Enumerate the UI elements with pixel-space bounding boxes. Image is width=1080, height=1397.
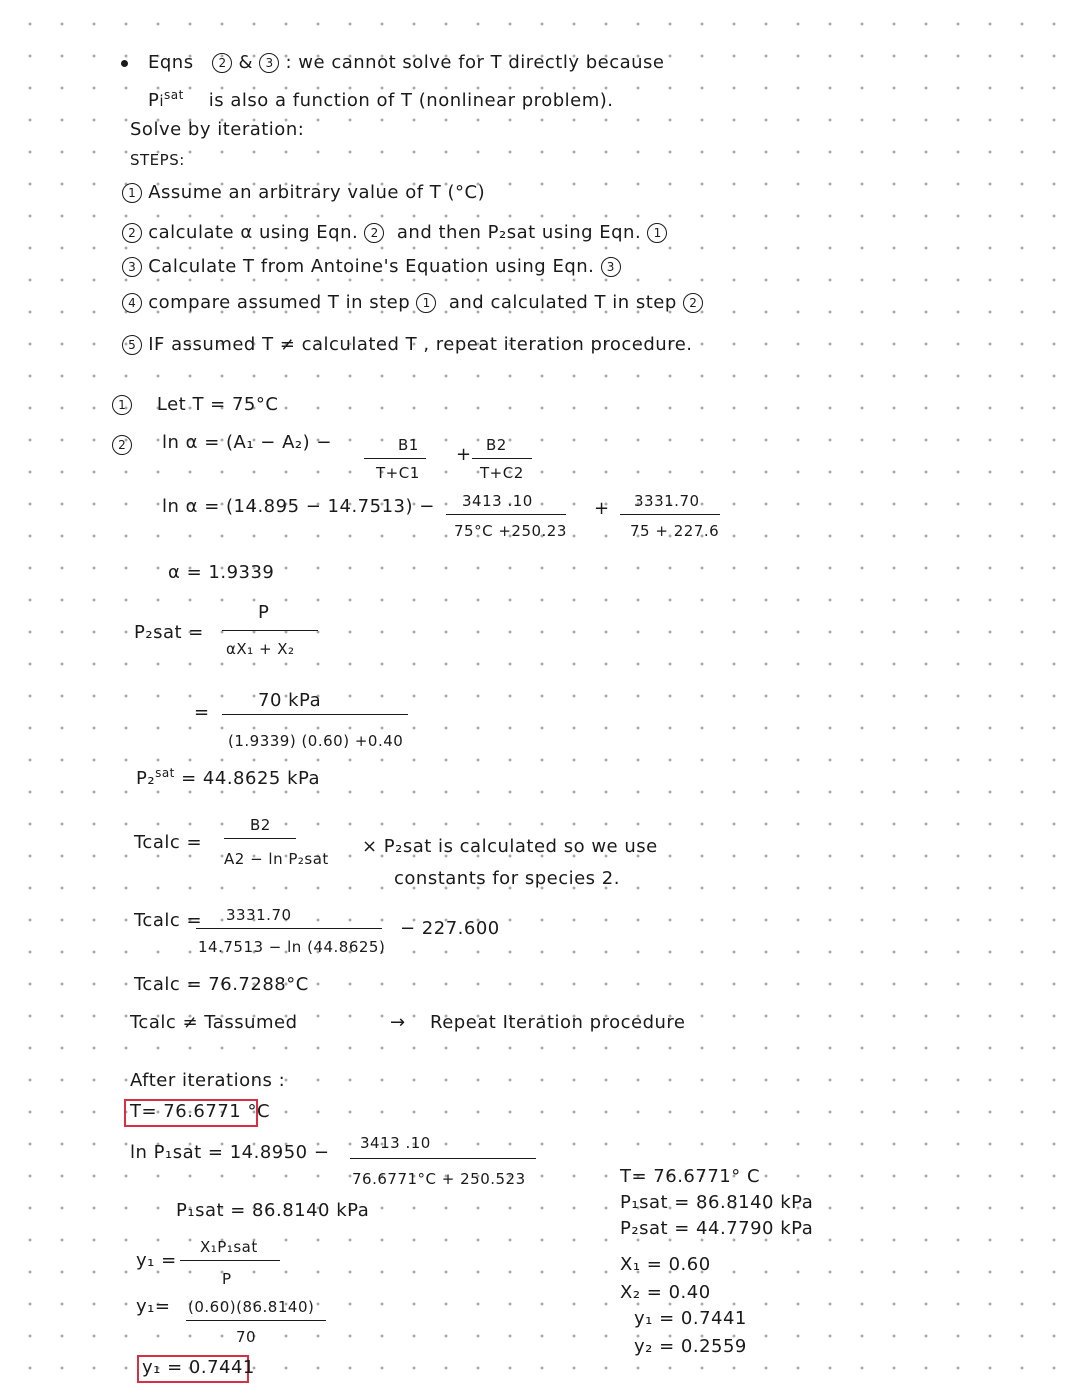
y1-final: y₁ = 0.7441 bbox=[142, 1357, 255, 1378]
frac-y1b-den: 70 bbox=[236, 1328, 257, 1346]
tcalc-lhs-2: Tcalc = bbox=[134, 910, 203, 931]
intro-line-3: Solve by iteration: bbox=[130, 119, 305, 140]
frac-p-den: αX₁ + X₂ bbox=[226, 640, 295, 658]
plus-sign-2: + bbox=[594, 498, 610, 519]
frac-y1-den: P bbox=[222, 1270, 232, 1288]
ln-p1sat: ln P₁sat = 14.8950 − bbox=[130, 1142, 330, 1163]
frac-y1-num: X₁P₁sat bbox=[200, 1238, 258, 1256]
step-3: 3 Calculate T from Antoine's Equation using Eqn. 3 bbox=[122, 256, 621, 278]
frac-y1b-num: (0.60)(86.8140) bbox=[188, 1298, 315, 1316]
bullet-dot bbox=[121, 60, 128, 67]
t-final: T= 76.6771 °C bbox=[130, 1101, 271, 1122]
note-line-1: × P₂sat is calculated so we use bbox=[362, 836, 658, 857]
step-4: 4 compare assumed T in step 1 and calculated T in step 2 bbox=[122, 292, 703, 314]
after-iterations: After iterations : bbox=[130, 1070, 286, 1091]
p1sat-value: P₁sat = 86.8140 kPa bbox=[176, 1200, 370, 1221]
frac-b2-bar bbox=[472, 458, 532, 459]
steps-heading: STEPS: bbox=[130, 151, 185, 169]
summary-p2sat: P₂sat = 44.7790 kPa bbox=[620, 1218, 814, 1239]
frac-3331-num: 3331.70 bbox=[634, 492, 700, 510]
intro-line-2: $Pi^{sat}$ is also a function of T (nonlinear problem). bbox=[148, 88, 614, 111]
frac-3331-bar bbox=[620, 514, 720, 515]
tcalc-lhs: Tcalc = bbox=[134, 832, 203, 853]
frac-3413-num: 3413 .10 bbox=[462, 492, 533, 510]
summary-y1: y₁ = 0.7441 bbox=[634, 1308, 747, 1329]
frac-b1-den: T+C1 bbox=[376, 464, 420, 482]
frac-p-bar bbox=[222, 630, 318, 631]
summary-x2: X₂ = 0.40 bbox=[620, 1282, 711, 1303]
alpha-value: α = 1.9339 bbox=[168, 562, 275, 583]
y1-lhs: y₁ = bbox=[136, 1250, 177, 1271]
equals-sign: = bbox=[194, 702, 210, 723]
frac-70-num: 70 kPa bbox=[258, 690, 322, 711]
step-1: 1 Assume an arbitrary value of T (°C) bbox=[122, 182, 485, 204]
summary-y2: y₂ = 0.2559 bbox=[634, 1336, 747, 1357]
ln-alpha-numeric: ln α = (14.895 − 14.7513) − bbox=[162, 496, 435, 517]
repeat-note: Repeat Iteration procedure bbox=[430, 1012, 686, 1033]
frac-3413-den: 75°C +250.23 bbox=[454, 522, 567, 540]
frac-y1b-bar bbox=[186, 1320, 326, 1321]
frac-b2a-bar bbox=[224, 838, 296, 839]
frac-p1-den: 76.6771°C + 250.523 bbox=[352, 1170, 526, 1188]
frac-b2a-num: B2 bbox=[250, 816, 271, 834]
tcalc-compare: Tcalc ≠ Tassumed bbox=[130, 1012, 298, 1033]
frac-b2-den: T+C2 bbox=[480, 464, 524, 482]
summary-x1: X₁ = 0.60 bbox=[620, 1254, 711, 1275]
frac-tcalc-den: 14.7513 − ln (44.8625) bbox=[198, 938, 386, 956]
step-5: 5 IF assumed T ≠ calculated T , repeat iteration procedure. bbox=[122, 334, 693, 356]
frac-b1-num: B1 bbox=[398, 436, 419, 454]
frac-b2-num: B2 bbox=[486, 436, 507, 454]
eqn-ref-2: 2 bbox=[212, 53, 232, 73]
frac-p-num: P bbox=[258, 602, 270, 623]
arrow-icon: → bbox=[390, 1012, 406, 1033]
frac-3331-den: 75 + 227.6 bbox=[630, 522, 720, 540]
minus-c2: − 227.600 bbox=[400, 918, 500, 939]
frac-70-bar bbox=[222, 714, 408, 715]
work-step-1: 1 Let T = 75°C bbox=[112, 394, 278, 416]
frac-b2a-den: A2 − ln P₂sat bbox=[224, 850, 329, 868]
plus-sign: + bbox=[456, 444, 472, 465]
y1-lhs-2: y₁= bbox=[136, 1296, 171, 1317]
frac-tcalc-num: 3331.70 bbox=[226, 906, 292, 924]
tcalc-value: Tcalc = 76.7288°C bbox=[134, 974, 309, 995]
intro-line-1: Eqns 2 & 3 : we cannot solve for T directly because bbox=[148, 52, 665, 73]
frac-p1-bar bbox=[350, 1158, 536, 1159]
summary-t: T= 76.6771° C bbox=[620, 1166, 761, 1187]
frac-3413-bar bbox=[446, 514, 566, 515]
work-step-2-label: 2 bbox=[112, 434, 132, 456]
frac-b1-bar bbox=[364, 458, 426, 459]
p2sat-lhs: P₂sat = bbox=[134, 622, 204, 643]
step-2: 2 calculate α using Eqn. 2 and then P₂sat using Eqn. 1 bbox=[122, 222, 667, 244]
ln-alpha-formula: ln α = (A₁ − A₂) − bbox=[162, 432, 332, 453]
summary-p1sat: P₁sat = 86.8140 kPa bbox=[620, 1192, 814, 1213]
frac-p1-num: 3413 .10 bbox=[360, 1134, 431, 1152]
note-line-2: constants for species 2. bbox=[394, 868, 620, 889]
p2sat-value: P₂$^{sat}$ = 44.8625 kPa bbox=[136, 766, 321, 789]
eqn-ref-3: 3 bbox=[259, 53, 279, 73]
frac-70-den: (1.9339) (0.60) +0.40 bbox=[228, 732, 404, 750]
frac-y1-bar bbox=[180, 1260, 280, 1261]
frac-tcalc-bar bbox=[196, 928, 382, 929]
